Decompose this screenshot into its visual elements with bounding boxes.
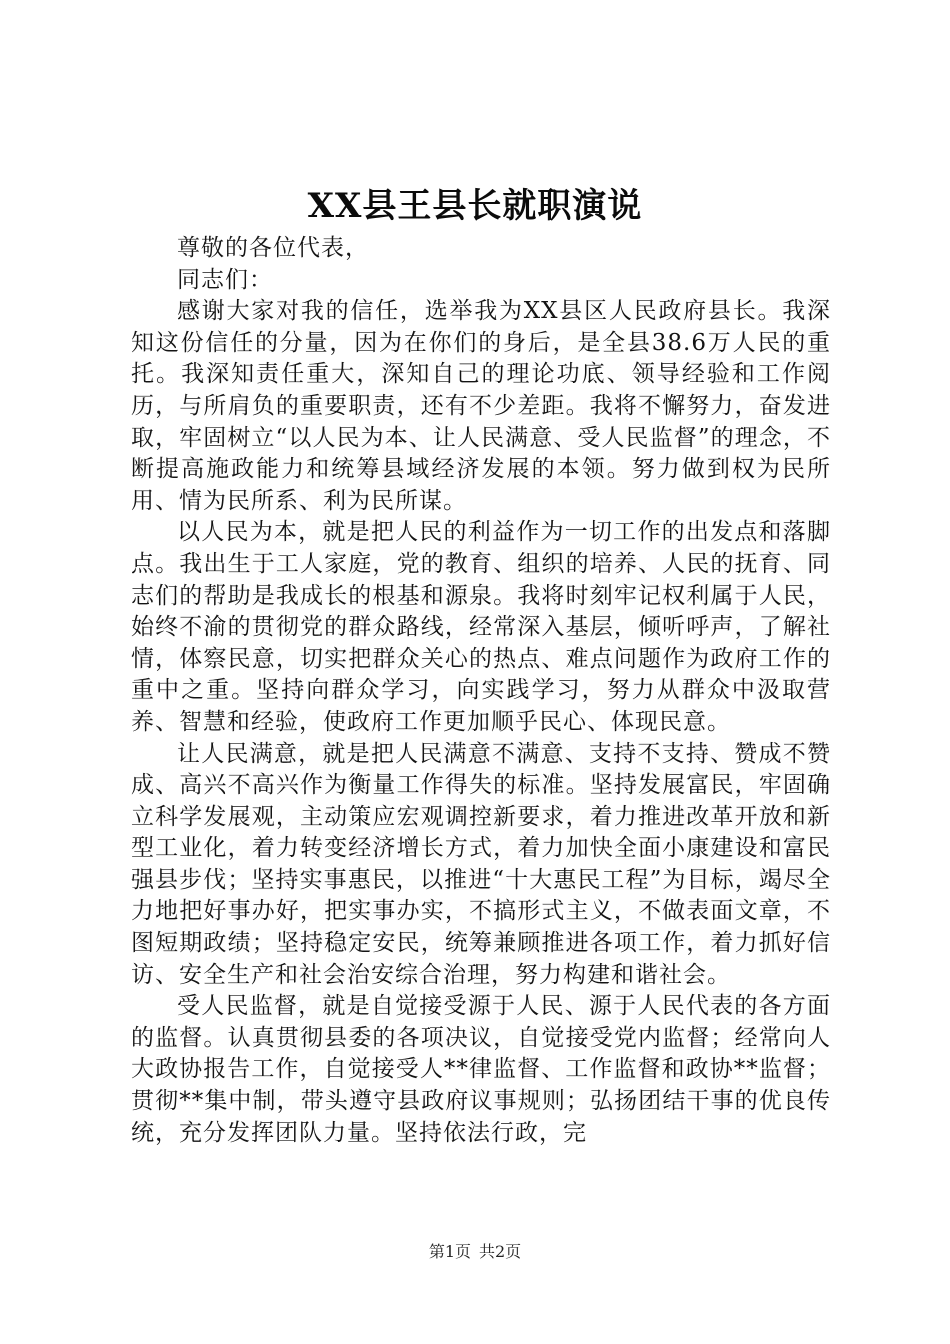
- salutation-line: 尊敬的各位代表，: [177, 235, 369, 261]
- page-number: 第1页: [428, 1242, 471, 1261]
- body-paragraph: 感谢大家对我的信任，选举我为XX县区人民政府县长。我深知这份信任的分量，因为在你们的身后，是全县38.6万人民的重托。我深知责任重大，深知自己的理论功底、领导经验和工作阅历，与所肩负的重要职责，还有不少差距。我将不懈努力，奋发进取，牢固树立“以人民为本、让人民满意、受人民监督”的理念，不断提高施政能力和统筹县域经济发展的本领。努力做到权为民所用、情为民所系、利为民所谋。: [131, 298, 831, 514]
- document-body: [131, 233, 831, 1149]
- salutation-line: 同志们：: [177, 266, 273, 293]
- body-paragraph: 让人民满意，就是把人民满意不满意、支持不支持、赞成不赞成、高兴不高兴作为衡量工作得失的标准。坚持发展富民，牢固确立科学发展观，主动策应宏观调控新要求，着力推进改革开放和新型工业化，着力转变经济增长方式，着力加快全面小康建设和富民强县步伐；坚持实事惠民，以推进“十大惠民工程”为目标，竭尽全力地把好事办好，把实事办实，不搞形式主义，不做表面文章，不图短期政绩；坚持稳定安民，统筹兼顾推进各项工作，着力抓好信访、安全生产和社会治安综合治理，努力构建和谐社会。: [131, 740, 831, 988]
- document-title: XX县王县长就职演说: [307, 186, 643, 226]
- page-footer: [0, 1240, 950, 1264]
- body-paragraph: 受人民监督，就是自觉接受源于人民、源于人民代表的各方面的监督。认真贯彻县委的各项决议，自觉接受党内监督；经常向人大政协报告工作，自觉接受人**律监督、工作监督和政协**监督；贯彻**集中制，带头遵守县政府议事规则；弘扬团结干事的优良传统，充分发挥团队力量。坚持依法行政，完: [131, 993, 831, 1146]
- page-total: 共2页: [479, 1242, 522, 1261]
- body-paragraph: 以人民为本，就是把人民的利益作为一切工作的出发点和落脚点。我出生于工人家庭，党的教育、组织的培养、人民的抚育、同志们的帮助是我成长的根基和源泉。我将时刻牢记权利属于人民，始终不渝的贯彻党的群众路线，经常深入基层，倾听呼声，了解社情，体察民意，切实把群众关心的热点、难点问题作为政府工作的重中之重。坚持向群众学习，向实践学习，努力从群众中汲取营养、智慧和经验，使政府工作更加顺乎民心、体现民意。: [131, 519, 831, 735]
